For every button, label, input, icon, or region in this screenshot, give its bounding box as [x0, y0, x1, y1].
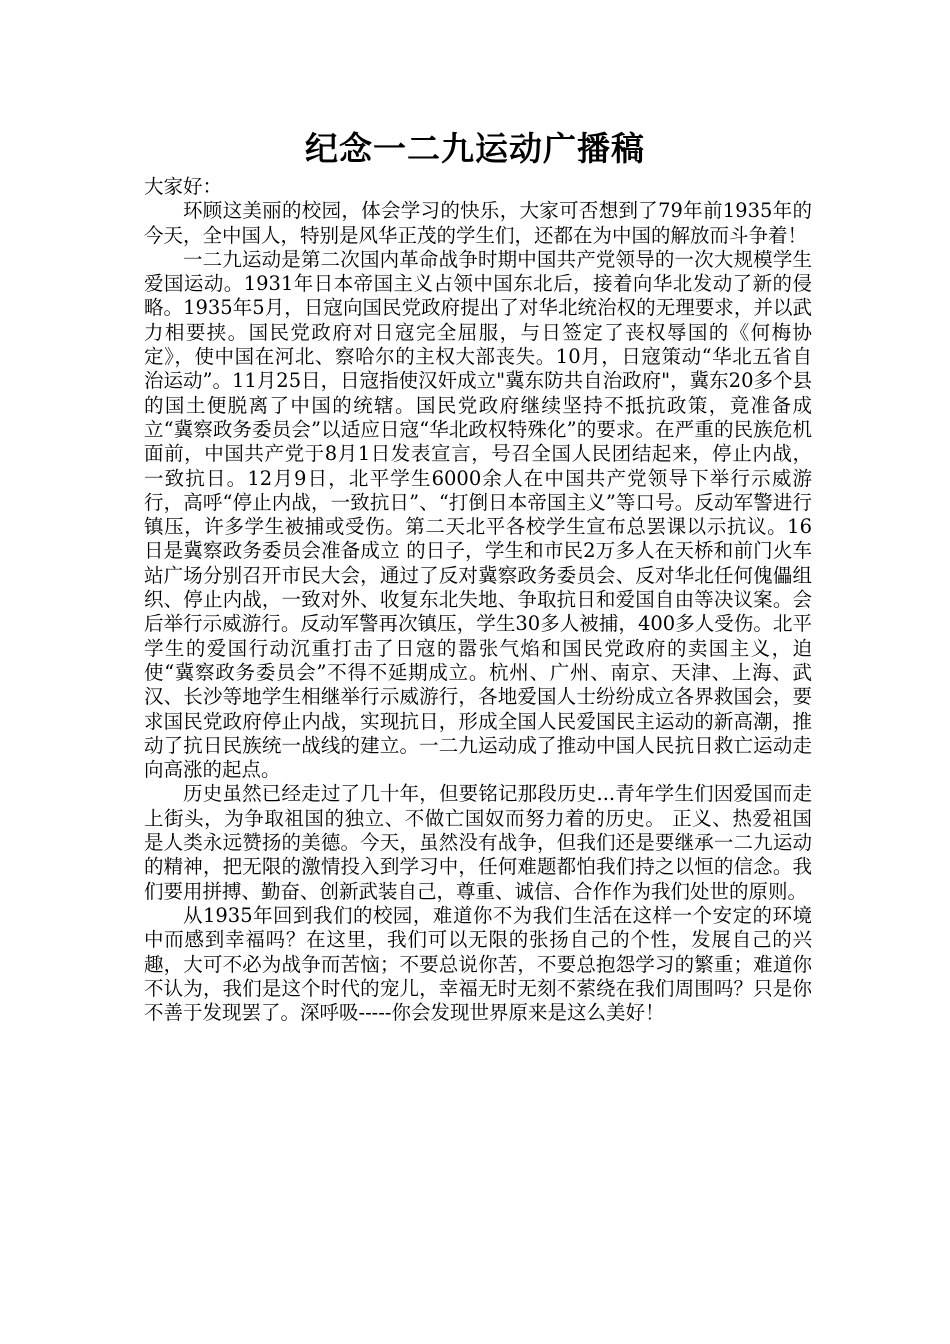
greeting-line: 大家好： [144, 175, 223, 198]
paragraph-remembrance: 历史虽然已经走过了几十年，但要铭记那段历史...青年学生们因爱国而走上街头，为争取祖国的独立、不做亡国奴而努力着的历史。 正义、热爱祖国是人类永远赞扬的美德。今天，虽然没有战争，但我们还是要继承一二九运动的精神，把无限的激情投入到学习中，任何难题都怕我们持之以恒的信念。我们要用拼搏、勤奋、创新武装自己，尊重、诚信、合作作为我们处世的原则。 [144, 782, 812, 903]
paragraph-intro: 环顾这美丽的校园，体会学习的快乐，大家可否想到了79年前1935年的今天，全中国人，特别是风华正茂的学生们，还都在为中国的解放而斗争着！ [144, 199, 812, 247]
paragraph-closing: 从1935年回到我们的校园，难道你不为我们生活在这样一个安定的环境中而感到幸福吗？在这里，我们可以无限的张扬自己的个性，发展自己的兴趣，大可不必为战争而苦恼；不要总说你苦，不要总抱怨学习的繁重；难道你不认为，我们是这个时代的宠儿，幸福无时无刻不萦绕在我们周围吗？只是你不善于发现罢了。深呼吸-----你会发现世界原来是这么美好！ [144, 903, 812, 1025]
document-body [144, 175, 812, 1025]
document-title: 纪念一二九运动广播稿 [305, 129, 645, 168]
paragraph-history: 一二九运动是第二次国内革命战争时期中国共产党领导的一次大规模学生爱国运动。1931年日本帝国主义占领中国东北后，接着向华北发动了新的侵略。1935年5月，日寇向国民党政府提出了对华北统治权的无理要求，并以武力相要挟。国民党政府对日寇完全屈服，与日签定了丧权辱国的《何梅协定》，使中国在河北、察哈尔的主权大部丧失。10月，日寇策动“华北五省自治运动”。11月25日，日寇指使汉奸成立"冀东防共自治政府"，冀东20多个县的国土便脱离了中国的统辖。国民党政府继续坚持不抵抗政策，竟准备成立“冀察政务委员会”以适应日寇“华北政权特殊化”的要求。在严重的民族危机面前，中国共产党于8月1日发表宣言，号召全国人民团结起来，停止内战，一致抗日。12月9日，北平学生6000余人在中国共产党领导下举行示威游行，高呼“停止内战，一致抗日”、“打倒日本帝国主义”等口号。反动军警进行镇压，许多学生被捕或受伤。第二天北平各校学生宣布总罢课以示抗议。16日是冀察政务委员会准备成立 的日子，学生和市民2万多人在天桥和前门火车站广场分别召开市民大会，通过了反对冀察政务委员会、反对华北任何傀儡组织、停止内战，一致对外、收复东北失地、争取抗日和爱国自由等决议案。会后举行示威游行。反动军警再次镇压，学生30多人被捕，400多人受伤。北平学生的爱国行动沉重打击了日寇的嚣张气焰和国民党政府的卖国主义，迫使“冀察政务委员会”不得不延期成立。杭州、广州、南京、天津、上海、武汉、长沙等地学生相继举行示威游行，各地爱国人士纷纷成立各界救国会，要求国民党政府停止内战，实现抗日，形成全国人民爱国民主运动的新高潮，推动了抗日民族统一战线的建立。一二九运动成了推动中国人民抗日救亡运动走向高涨的起点。 [144, 247, 812, 782]
